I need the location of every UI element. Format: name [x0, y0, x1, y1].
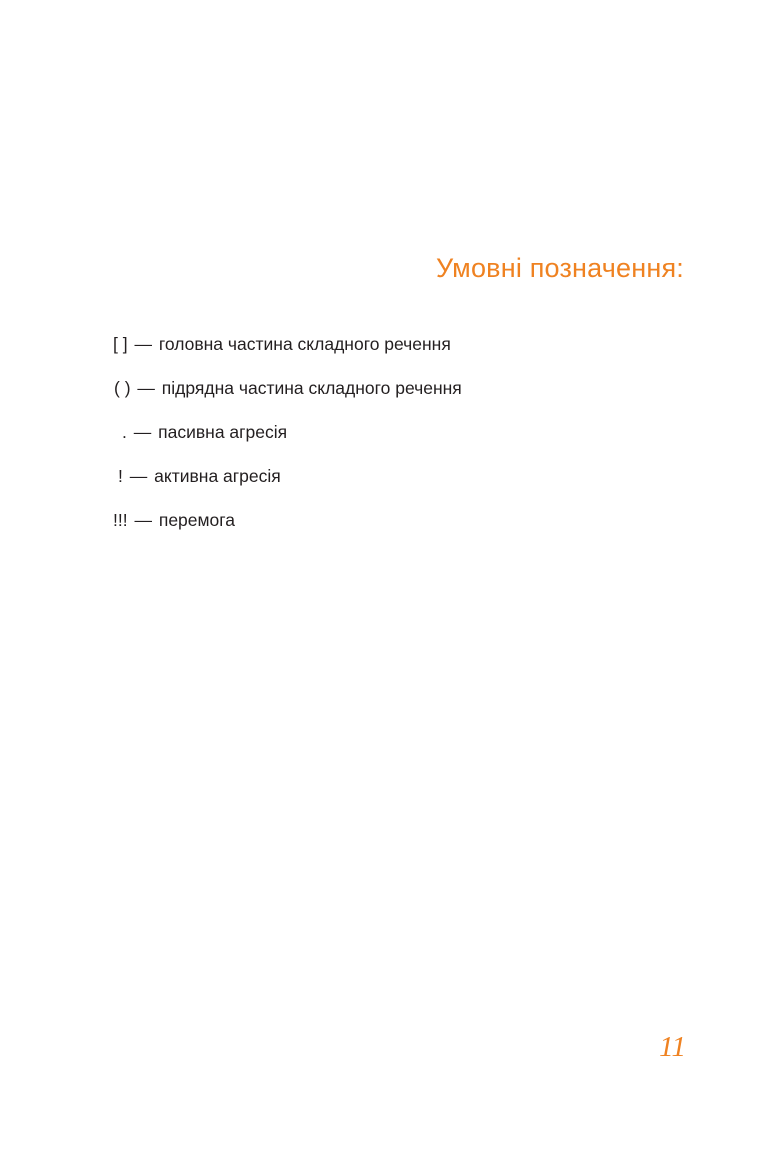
legend-text: перемога: [158, 510, 236, 530]
legend-text: активна агресія: [154, 466, 281, 486]
list-item: [113, 424, 673, 442]
list-item: [113, 336, 673, 354]
legend-dash: —: [134, 334, 152, 354]
legend-dash: —: [134, 510, 152, 530]
page-number: 11: [659, 1031, 686, 1063]
list-item: [113, 512, 673, 530]
legend-list: [113, 336, 673, 556]
legend-dash: —: [133, 422, 152, 442]
list-item: [113, 380, 673, 398]
legend-dash: —: [129, 466, 148, 486]
page-title: Умовні позначення:: [436, 253, 684, 283]
legend-symbol: .: [122, 422, 127, 442]
legend-symbol: ( ): [114, 378, 131, 398]
legend-text: підрядна частина складного речення: [161, 378, 462, 398]
legend-text: пасивна агресія: [158, 422, 288, 442]
legend-symbol: !: [118, 466, 123, 486]
legend-dash: —: [137, 378, 155, 398]
legend-symbol: !!!: [113, 510, 128, 530]
list-item: [113, 468, 673, 486]
legend-symbol: [ ]: [113, 334, 128, 354]
legend-text: головна частина складного речення: [158, 334, 451, 354]
